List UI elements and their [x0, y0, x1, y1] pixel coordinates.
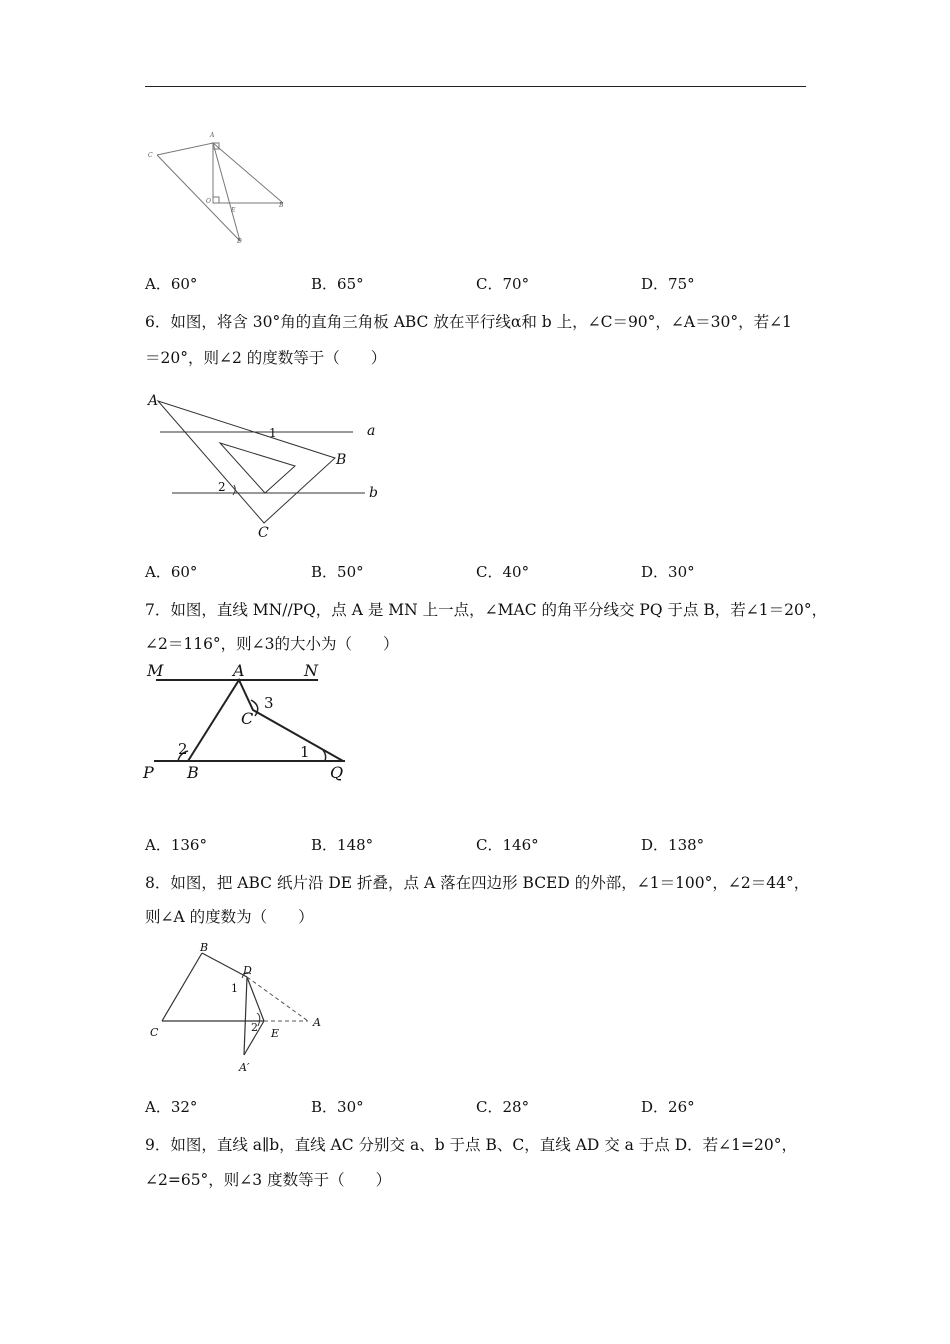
q5-label-a: A: [210, 132, 215, 139]
q8-label-2: 2: [251, 1021, 258, 1034]
q7-figure: [140, 658, 370, 788]
q6-label-b-vertex: B: [336, 452, 347, 468]
q7-option-c[interactable]: C．146°: [476, 836, 539, 854]
q7-label-3: 3: [264, 694, 274, 712]
header-rule: [145, 86, 806, 87]
q6-stem-line2: ＝20°，则∠2 的度数等于（ ）: [145, 349, 387, 367]
q5-label-b: B: [279, 202, 284, 209]
q7-label-n: N: [304, 661, 318, 680]
q8-option-c[interactable]: C．28°: [476, 1098, 530, 1116]
q5-label-e: E: [231, 207, 236, 214]
q5-label-d: D: [237, 238, 242, 245]
q7-options: [145, 834, 825, 858]
q5-option-a[interactable]: A．60°: [145, 275, 198, 293]
q8-label-a-prime: A′: [239, 1061, 250, 1074]
q9-stem-line1: 9．如图，直线 a∥b，直线 AC 分别交 a、b 于点 B、C，直线 AD 交 a 于点 D．若∠1=20°，: [145, 1136, 797, 1154]
q7-label-2: 2: [178, 740, 188, 758]
q7-label-a: A: [233, 661, 245, 680]
q6-figure: [145, 388, 395, 543]
q7-option-d[interactable]: D．138°: [641, 836, 705, 854]
q8-label-b: B: [200, 941, 209, 954]
q7-option-b[interactable]: B．148°: [311, 836, 374, 854]
q5-option-d[interactable]: D．75°: [641, 275, 695, 293]
q7-label-q: Q: [330, 763, 344, 782]
q6-label-line-b: b: [369, 485, 378, 501]
q5-label-o: O: [206, 198, 211, 205]
q6-label-c-vertex: C: [258, 525, 269, 541]
q6-option-a[interactable]: A．60°: [145, 563, 198, 581]
q5-option-c[interactable]: C．70°: [476, 275, 530, 293]
q5-figure: [140, 125, 300, 255]
q6-label-a-vertex: A: [148, 393, 159, 409]
q8-stem-line2: 则∠A 的度数为（ ）: [145, 908, 314, 926]
q9-stem-line2: ∠2=65°，则∠3 度数等于（ ）: [145, 1171, 392, 1189]
q8-option-b[interactable]: B．30°: [311, 1098, 364, 1116]
q6-options: [145, 561, 825, 585]
q6-label-line-a: a: [367, 423, 376, 439]
q7-label-1: 1: [300, 743, 310, 761]
q8-stem-line1: 8．如图，把 ABC 纸片沿 DE 折叠，点 A 落在四边形 BCED 的外部，∠1＝100°，∠2＝44°，: [145, 874, 810, 892]
q6-label-1: 1: [269, 426, 277, 440]
q6-option-b[interactable]: B．50°: [311, 563, 364, 581]
q7-label-b: B: [187, 763, 199, 782]
q6-stem-line1: 6．如图，将含 30°角的直角三角板 ABC 放在平行线α和 b 上，∠C＝90°，∠A＝30°，若∠1: [145, 313, 792, 331]
q7-stem-line2: ∠2＝116°，则∠3的大小为（ ）: [145, 635, 399, 653]
q6-option-d[interactable]: D．30°: [641, 563, 695, 581]
q7-stem-line1: 7．如图，直线 MN//PQ，点 A 是 MN 上一点，∠MAC 的角平分线交 PQ 于点 B，若∠1＝20°，: [145, 601, 828, 619]
q8-options: [145, 1096, 825, 1120]
q8-figure: [145, 940, 335, 1075]
q8-label-1: 1: [231, 982, 238, 995]
q8-label-d: D: [243, 964, 252, 977]
q8-option-a[interactable]: A．32°: [145, 1098, 198, 1116]
q7-label-c: C: [241, 709, 254, 728]
q7-option-a[interactable]: A．136°: [145, 836, 207, 854]
q7-label-m: M: [147, 661, 164, 680]
q6-label-2: 2: [218, 480, 226, 494]
q8-label-a: A: [313, 1016, 321, 1029]
q8-label-e: E: [271, 1027, 280, 1040]
q5-label-c: C: [148, 152, 153, 159]
q8-option-d[interactable]: D．26°: [641, 1098, 695, 1116]
q7-label-p: P: [143, 763, 154, 782]
q6-option-c[interactable]: C．40°: [476, 563, 530, 581]
q5-option-b[interactable]: B．65°: [311, 275, 364, 293]
q5-options: [145, 273, 825, 297]
q8-label-c: C: [150, 1026, 159, 1039]
